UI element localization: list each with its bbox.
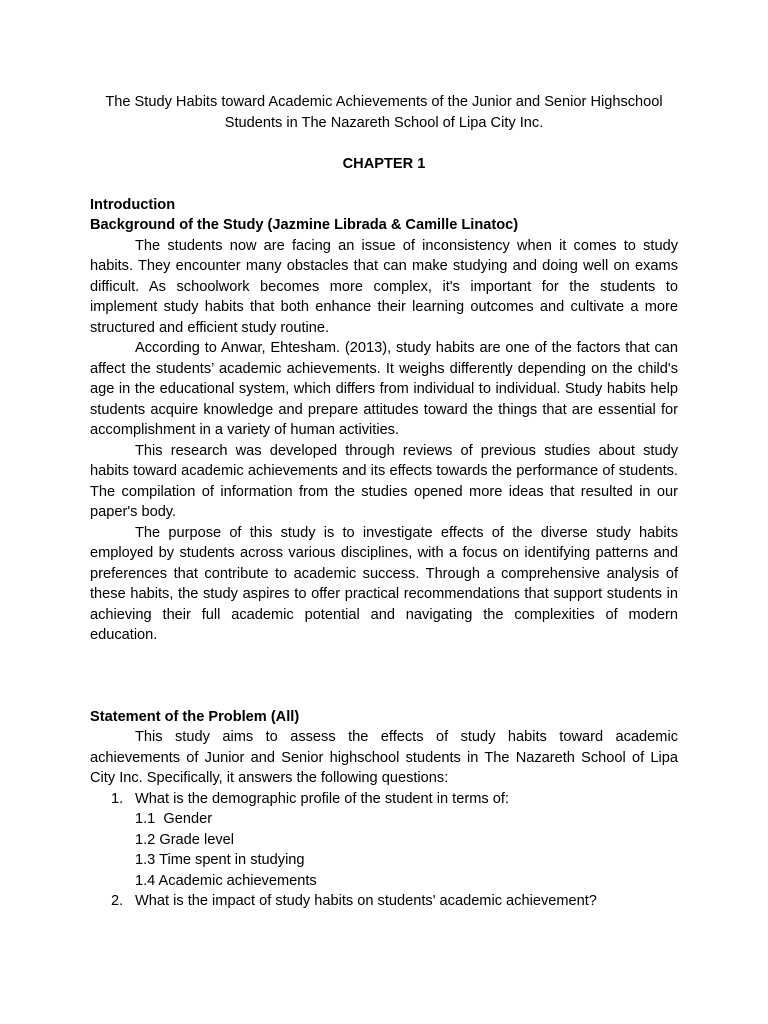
question-number: 2. — [111, 893, 124, 909]
sub-question-gender: 1.1 Gender — [135, 811, 213, 827]
background-paragraph-4: The purpose of this study is to investigate effects of the diverse study habits employed by students across various disciplines, with a focus on identifying patterns and preferences that contribute to academic success. Through a comprehensive analysis of these habits, the study aspires to offer practical recommendations that support students in achieving their full academic potential and navigating the complexities of modern education. — [90, 524, 678, 643]
sub-question-list — [135, 809, 678, 891]
background-paragraph-2: According to Anwar, Ehtesham. (2013), study habits are one of the factors that can affect the students’ academic achievements. It weighs differently depending on the child's age in the educational system, which differs from individual to individual. Study habits help students acquire knowledge and prepare attitudes toward the things that are essential for accomplishment in a variety of human activities. — [90, 340, 678, 438]
sub-question-time-spent: 1.3 Time spent in studying — [135, 852, 305, 868]
problem-heading: Statement of the Problem (All) — [90, 708, 300, 725]
question-item-1 — [90, 789, 678, 892]
sub-question-academic-achievements: 1.4 Academic achievements — [135, 872, 317, 889]
document-title-line-1: The Study Habits toward Academic Achievements of the Junior and Senior Highschool — [105, 94, 663, 110]
problem-paragraph: This study aims to assess the effects of study habits toward academic achievements of Junior and Senior highschool students in The Nazareth School of Lipa City Inc. Specifically, it answers the following questions: — [90, 729, 678, 786]
introduction-heading: Introduction — [90, 196, 176, 213]
question-number: 1. — [111, 790, 124, 807]
sub-question-grade-level: 1.2 Grade level — [135, 831, 234, 848]
question-item-2 — [90, 891, 678, 912]
background-paragraph-3: This research was developed through reviews of previous studies about study habits toward academic achievements and its effects towards the performance of students. The compilation of information from the studies opened more ideas that resulted in our paper's body. — [90, 442, 678, 520]
background-heading: Background of the Study (Jazmine Librada & Camille Linatoc) — [90, 217, 519, 233]
question-text: What is the impact of study habits on students' academic achievement? — [135, 893, 597, 909]
chapter-heading: CHAPTER 1 — [342, 156, 426, 172]
document-title — [90, 92, 678, 133]
background-paragraph-1: The students now are facing an issue of inconsistency when it comes to study habits. They encounter many obstacles that can make studying and doing well on exams difficult. As schoolwork becomes more complex, it's important for the students to implement study habits that both enhance their learning outcomes and cultivate a more structured and efficient study routine. — [90, 237, 678, 336]
document-title-line-2: Students in The Nazareth School of Lipa City Inc. — [224, 114, 544, 131]
question-text: What is the demographic profile of the student in terms of: — [135, 790, 509, 807]
question-list — [90, 789, 678, 912]
